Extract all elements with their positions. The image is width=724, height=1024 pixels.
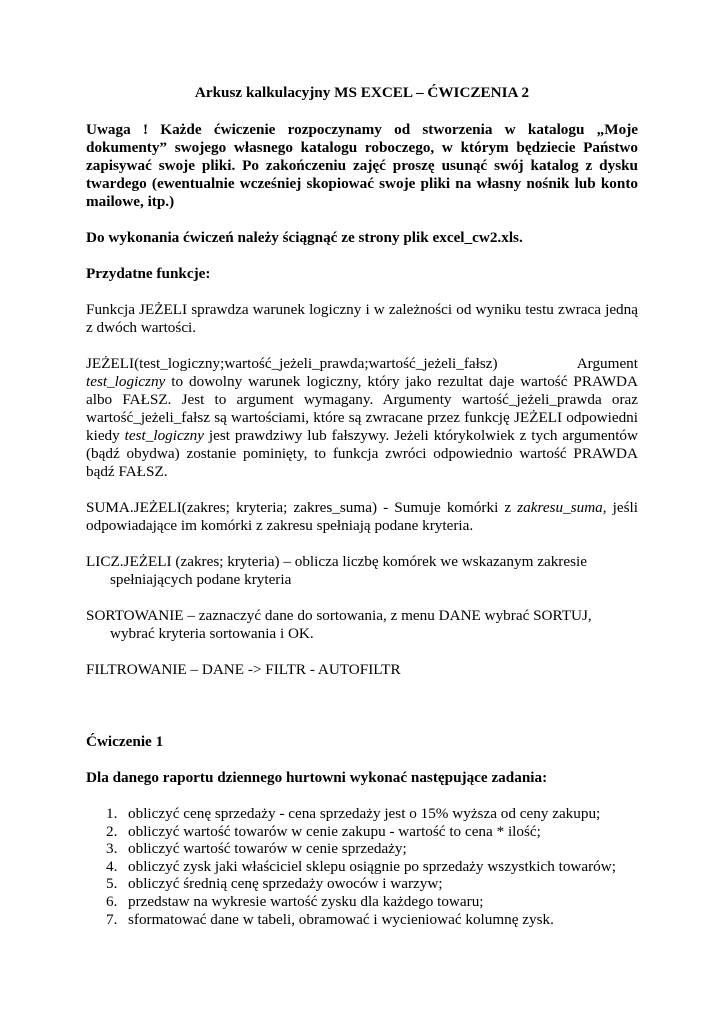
if-syntax-text-1: JEŻELI(test_logiczny;wartość_jeżeli_prawda;wartość_jeżeli_fałsz) Argument (86, 355, 638, 372)
task-item (86, 858, 638, 876)
if-syntax-arg-2: test_logiczny (124, 427, 204, 444)
task-item (86, 840, 638, 858)
task-text: przedstaw na wykresie wartość zysku dla każdego towaru; (128, 892, 484, 910)
task-number: 3. (106, 840, 118, 858)
task-text: obliczyć cenę sprzedaży - cena sprzedaży jest o 15% wyższa od ceny zakupu; (128, 805, 601, 822)
download-instruction: Do wykonania ćwiczeń należy ściągnąć ze strony plik excel_cw2.xls. (86, 229, 523, 246)
sorting-description: SORTOWANIE – zaznaczyć dane do sortowania, z menu DANE wybrać SORTUJ, wybrać kryteria sortowania i OK. (86, 607, 592, 642)
functions-heading: Przydatne funkcje: (86, 265, 211, 282)
if-function-syntax (86, 355, 638, 481)
task-list (86, 805, 638, 928)
task-number: 5. (106, 875, 118, 893)
warning-paragraph: Uwaga ! Każde ćwiczenie rozpoczynamy od stworzenia w katalogu „Moje dokumenty” swojego własnego katalogu roboczego, w którym będziecie Państwo zapisywać swoje pliki. Po zakończeniu zajęć proszę usunąć swój katalog z dysku twardego (ewentualnie wcześniej skopiować swoje pliki na własny nośnik lub konto mailowe, itp.) (86, 121, 638, 210)
exercise-heading: Ćwiczenie 1 (86, 733, 164, 750)
sumif-text-1: SUMA.JEŻELI(zakres; kryteria; zakres_suma) - Sumuje komórki z (86, 499, 518, 516)
if-syntax-text-3: jest prawdziwy lub fałszywy. Jeżeli którykolwiek z tych argumentów (bądź obydwa) zostanie pominięty, to funkcja zwróci odpowiednio wartość PRAWDA bądź FAŁSZ. (86, 427, 638, 480)
sumif-description (86, 499, 638, 535)
task-item (86, 823, 638, 841)
task-number: 1. (106, 805, 118, 822)
if-syntax-text-2: to dowolny warunek logiczny, który jako rezultat daje wartość PRAWDA albo FAŁSZ. Jest to argument wymagany. Argumenty wartość_jeżeli_prawda oraz wartość_jeżeli_fałsz są wartościami, które są zwracane przez funkcję JEŻELI odpowiedni kiedy (86, 373, 638, 444)
if-syntax-arg-1: test_logiczny (86, 373, 166, 390)
sumif-text-2: , jeśli odpowiadające im komórki z zakresu spełniają podane kryteria. (86, 499, 638, 534)
document-title: Arkusz kalkulacyjny MS EXCEL – ĆWICZENIA 2 (194, 84, 530, 101)
task-text: obliczyć średnią cenę sprzedaży owoców i warzyw; (128, 875, 443, 893)
task-number: 2. (106, 822, 118, 840)
task-item (86, 893, 638, 911)
document-page (86, 84, 638, 928)
task-number: 4. (106, 857, 118, 875)
countif-description: LICZ.JEŻELI (zakres; kryteria) – oblicza liczbę komórek we wskazanym zakresie spełniających podane kryteria (86, 553, 587, 588)
task-number: 6. (106, 892, 118, 910)
exercise-intro: Dla danego raportu dziennego hurtowni wykonać następujące zadania: (86, 769, 548, 786)
task-item (86, 805, 638, 823)
task-number: 7. (106, 910, 118, 928)
task-text: obliczyć wartość towarów w cenie sprzedaży; (128, 840, 407, 858)
filtering-description: FILTROWANIE – DANE -> FILTR - AUTOFILTR (86, 661, 401, 678)
task-text: obliczyć wartość towarów w cenie zakupu - wartość to cena * ilość; (128, 822, 541, 840)
task-item (86, 875, 638, 893)
sumif-arg: zakresu_suma (517, 499, 603, 516)
task-text: obliczyć zysk jaki właściciel sklepu osiągnie po sprzedaży wszystkich towarów; (128, 857, 616, 875)
task-item (86, 911, 638, 929)
task-text: sformatować dane w tabeli, obramować i wycieniować kolumnę zysk. (128, 910, 554, 928)
if-function-intro: Funkcja JEŻELI sprawdza warunek logiczny i w zależności od wyniku testu zwraca jedną z dwóch wartości. (86, 301, 638, 336)
